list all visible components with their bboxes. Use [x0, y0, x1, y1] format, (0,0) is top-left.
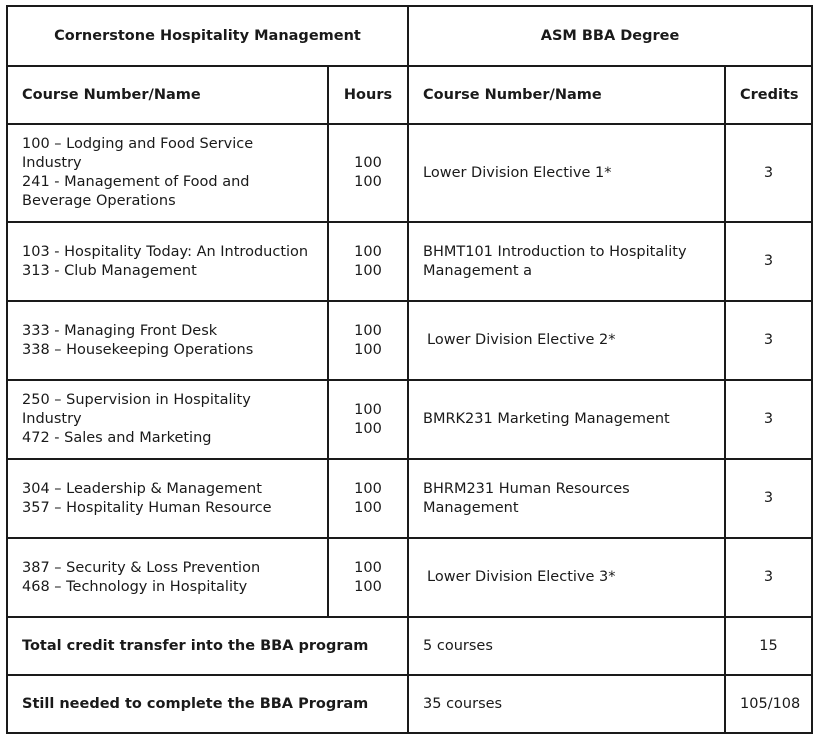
- table-row: [7, 222, 812, 301]
- course-line: 241 - Management of Food and Beverage Operations: [22, 174, 255, 209]
- hours-value: 100: [354, 341, 382, 358]
- table-row: [7, 538, 812, 617]
- col-credits: Credits: [725, 66, 812, 124]
- course-line: 304 – Leadership & Management: [22, 480, 262, 497]
- course-line: 387 – Security & Loss Prevention: [22, 559, 261, 576]
- hours-value: 100: [354, 243, 382, 260]
- column-header-row: [7, 66, 812, 124]
- credits-cell: 3: [725, 380, 812, 459]
- table-row: [7, 380, 812, 459]
- credits-cell: 3: [725, 538, 812, 617]
- header-row: [7, 6, 812, 66]
- total-transfer-credits: 15: [725, 617, 812, 675]
- hours-cell: [328, 380, 408, 459]
- course-line: 338 – Housekeeping Operations: [22, 341, 254, 358]
- total-transfer-label: Total credit transfer into the BBA program: [7, 617, 408, 675]
- hours-value: 100: [354, 174, 382, 190]
- total-transfer-row: [7, 617, 812, 675]
- left-title: Cornerstone Hospitality Management: [7, 6, 408, 66]
- credits-cell: 3: [725, 124, 812, 222]
- right-title: ASM BBA Degree: [408, 6, 812, 66]
- col-hours: Hours: [328, 66, 408, 124]
- hours-cell: [328, 538, 408, 617]
- course-line: 357 – Hospitality Human Resource: [22, 499, 272, 516]
- course-line: 103 - Hospitality Today: An Introduction: [22, 243, 309, 260]
- course-cell: [7, 459, 328, 538]
- hours-value: 100: [354, 578, 382, 595]
- course-line: 100 – Lodging and Food Service Industry: [22, 136, 258, 171]
- hours-value: 100: [354, 155, 382, 171]
- course-line: 313 - Club Management: [22, 262, 197, 279]
- hours-value: 100: [354, 559, 382, 576]
- transfer-table: [6, 5, 813, 734]
- col-course-right: Course Number/Name: [408, 66, 725, 124]
- hours-cell: [328, 459, 408, 538]
- course-cell: [7, 124, 328, 222]
- col-course-left: Course Number/Name: [7, 66, 328, 124]
- still-needed-row: [7, 675, 812, 733]
- table-row: [7, 459, 812, 538]
- hours-cell: [328, 124, 408, 222]
- equivalent-cell: Lower Division Elective 1*: [408, 124, 725, 222]
- still-needed-credits: 105/108: [725, 675, 812, 733]
- equivalent-cell: Lower Division Elective 3*: [408, 538, 725, 617]
- credits-cell: 3: [725, 459, 812, 538]
- hours-value: 100: [354, 401, 382, 418]
- credits-cell: 3: [725, 301, 812, 380]
- equivalent-cell: BMRK231 Marketing Management: [408, 380, 725, 459]
- hours-value: 100: [354, 262, 382, 279]
- hours-value: 100: [354, 499, 382, 516]
- course-line: 472 - Sales and Marketing: [22, 430, 212, 446]
- hours-value: 100: [354, 480, 382, 497]
- credits-cell: 3: [725, 222, 812, 301]
- course-cell: [7, 222, 328, 301]
- table-row: [7, 124, 812, 222]
- equivalent-cell: BHMT101 Introduction to Hospitality Management a: [408, 222, 725, 301]
- course-cell: [7, 380, 328, 459]
- course-line: 468 – Technology in Hospitality: [22, 578, 248, 595]
- hours-value: 100: [354, 322, 382, 339]
- table-row: [7, 301, 812, 380]
- still-needed-courses: 35 courses: [408, 675, 725, 733]
- still-needed-label: Still needed to complete the BBA Program: [7, 675, 408, 733]
- hours-value: 100: [354, 420, 382, 437]
- total-transfer-courses: 5 courses: [408, 617, 725, 675]
- equivalent-cell: BHRM231 Human Resources Management: [408, 459, 725, 538]
- equivalent-cell: Lower Division Elective 2*: [408, 301, 725, 380]
- course-line: 250 – Supervision in Hospitality Industry: [22, 392, 256, 427]
- hours-cell: [328, 222, 408, 301]
- hours-cell: [328, 301, 408, 380]
- course-line: 333 - Managing Front Desk: [22, 322, 218, 339]
- course-cell: [7, 538, 328, 617]
- course-cell: [7, 301, 328, 380]
